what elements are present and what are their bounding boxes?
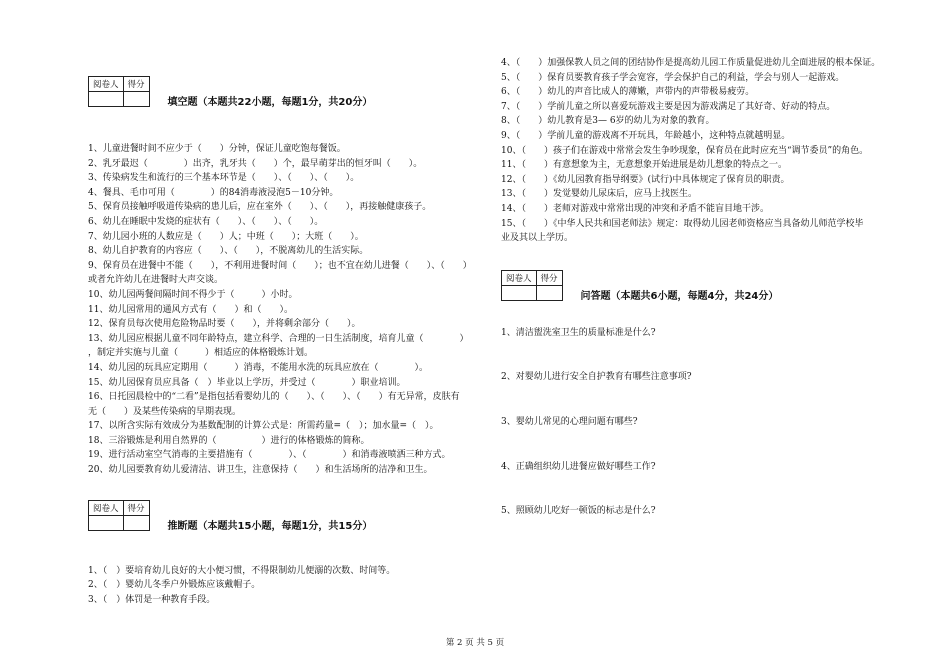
question-item: 9、（ ）学前儿童的游戏离不开玩具，年龄越小，这种特点就越明显。 bbox=[501, 130, 791, 141]
question-item: 11、幼儿园常用的通风方式有（ ）和（ ）。 bbox=[88, 304, 293, 315]
question-item: 15、（ ）《中华人民共和国老师法》规定：取得幼儿园老师资格应当具备幼儿师范学校毕 bbox=[501, 218, 864, 229]
score-table bbox=[501, 270, 563, 301]
question-item: 7、幼儿园小班的人数应是（ ）人；中班（ ）；大班（ ）。 bbox=[88, 231, 364, 242]
page-footer: 第 2 页 共 5 页 bbox=[445, 638, 505, 648]
question-item: 3、传染病发生和流行的三个基本环节是（ ）、（ ）、（ ）。 bbox=[88, 173, 360, 184]
score-table-score: 得分 bbox=[536, 270, 562, 285]
question-item: 13、幼儿园应根据儿童不同年龄特点，建立科学、合理的一日生活制度，培育儿童（ ） bbox=[88, 333, 469, 344]
question-item: 12、（ ）《幼儿园教育指导纲要》(试行)中具体规定了保育员的职责。 bbox=[501, 174, 790, 185]
question-item: 12、保育员每次使用危险物品时要（ ），并将剩余部分（ ）。 bbox=[88, 319, 361, 330]
question-item: 5、照顾幼儿吃好一顿饭的标志是什么? bbox=[501, 506, 656, 517]
question-item: 或者允许幼儿在进餐时大声交谈。 bbox=[88, 275, 224, 286]
score-cell bbox=[123, 515, 149, 530]
judge-section-header bbox=[88, 500, 488, 532]
question-item: 10、幼儿园两餐间隔时间不得少于（ ）小时。 bbox=[88, 289, 298, 300]
question-item: 2、对婴幼儿进行安全自护教育有哪些注意事项? bbox=[501, 372, 692, 383]
question-item: 3、婴幼儿常见的心理问题有哪些? bbox=[501, 416, 638, 427]
fill-section-header bbox=[88, 76, 488, 108]
question-item: 6、幼儿在睡眠中发烧的症状有（ ）、（ ）、（ ）。 bbox=[88, 216, 324, 227]
fill-items bbox=[88, 142, 488, 478]
question-item: 无（ ）及某些传染病的早期表现。 bbox=[88, 406, 242, 417]
question-item: 13、（ ）发觉婴幼儿尿床后，应马上找医生。 bbox=[501, 189, 697, 200]
score-table-grader: 阅卷人 bbox=[502, 270, 537, 285]
question-item: 9、保育员在进餐中不能（ ），不利用进餐时间（ ）；也不宜在幼儿进餐（ ）、（ ） bbox=[88, 260, 472, 271]
section-title: 推断题（本题共15小题，每题1分，共15分） bbox=[167, 520, 373, 532]
question-item: 5、保育员接触呼吸道传染病的患儿后，应在室外（ ）、（ ），再接触健康孩子。 bbox=[88, 202, 432, 213]
question-item: 16、日托园晨检中的“二看”是指包括看婴幼儿的（ ）、（ ）、（ ）有无异常，皮肤有 bbox=[88, 392, 460, 403]
question-item: 8、幼儿自护教育的内容应（ ）、（ ），不脱离幼儿的生活实际。 bbox=[88, 246, 369, 257]
question-item: 15、幼儿园保育员应具备（ ）毕业以上学历，并受过（ ）职业培训。 bbox=[88, 377, 406, 388]
judge-items bbox=[88, 564, 488, 608]
question-item: 2、（ ）婴幼儿冬季户外锻炼应该戴帽子。 bbox=[88, 580, 261, 591]
question-item: 4、餐具、毛巾可用（ ）的84消毒液浸泡5－10分钟。 bbox=[88, 187, 339, 198]
question-item: 1、儿童进餐时间不应少于（ ）分钟，保证儿童吃饱每餐饭。 bbox=[88, 144, 346, 154]
score-cell bbox=[536, 285, 562, 300]
question-item: 19、进行活动室空气消毒的主要措施有（ ）、（ ）和消毒液喷洒三种方式。 bbox=[88, 450, 451, 461]
qa-items bbox=[501, 326, 901, 519]
question-item: 1、清洁盥洗室卫生的质量标准是什么? bbox=[501, 327, 656, 338]
question-item: 14、幼儿园的玩具应定期用（ ）消毒，不能用水洗的玩具应放在（ ）。 bbox=[88, 362, 428, 373]
question-item: 8、（ ）幼儿教育是3— 6岁的幼儿为对象的教育。 bbox=[501, 116, 715, 127]
right-column bbox=[501, 56, 901, 519]
question-item: 18、三浴锻炼是利用自然界的（ ）进行的体格锻炼的简称。 bbox=[88, 435, 370, 446]
question-item: 4、（ ）加强保教人员之间的团结协作是提高幼儿园工作质量促进幼儿全面进展的根本保证。 bbox=[501, 58, 881, 68]
question-item: 11、（ ）有意想象为主，无意想象开始进展是幼儿想象的特点之一。 bbox=[501, 160, 787, 171]
question-item: 1、（ ）要培育幼儿良好的大小便习惯，不得限制幼儿便溺的次数、时间等。 bbox=[88, 565, 396, 576]
score-table-grader: 阅卷人 bbox=[89, 500, 124, 515]
section-title: 问答题（本题共6小题，每题4分，共24分） bbox=[580, 290, 779, 302]
question-item: 7、（ ）学前儿童之所以喜爱玩游戏主要是因为游戏满足了其好奇、好动的特点。 bbox=[501, 101, 836, 112]
question-item: 6、（ ）幼儿的声音比成人的薄嫩，声带内的声带极易疲劳。 bbox=[501, 87, 755, 98]
question-item: 业及其以上学历。 bbox=[501, 233, 574, 244]
score-cell bbox=[502, 285, 537, 300]
question-item: 5、（ ）保育员要教育孩子学会宽容，学会保护自己的利益，学会与别人一起游戏。 bbox=[501, 72, 845, 83]
question-item: 20、幼儿园要教育幼儿爱清洁、讲卫生，注意保持（ ）和生活场所的洁净和卫生。 bbox=[88, 465, 433, 476]
score-table-score: 得分 bbox=[123, 77, 149, 92]
question-item: 4、正确组织幼儿进餐应做好哪些工作? bbox=[501, 461, 656, 472]
section-title: 填空题（本题共22小题，每题1分，共20分） bbox=[167, 97, 373, 108]
score-table bbox=[88, 76, 150, 107]
question-item: 10、（ ）孩子们在游戏中常常会发生争吵现象，保育员在此时应充当“调节委员”的角色。 bbox=[501, 145, 869, 156]
score-cell bbox=[89, 515, 124, 530]
judge-items-continued bbox=[501, 56, 901, 246]
question-item: ，制定并实施与儿童（ ）相适应的体格锻炼计划。 bbox=[88, 348, 314, 359]
score-cell bbox=[123, 92, 149, 107]
question-item: 3、（ ）体罚是一种教育手段。 bbox=[88, 594, 216, 605]
question-item: 14、（ ）老师对游戏中常常出现的冲突和矛盾不能盲目地干涉。 bbox=[501, 203, 769, 214]
question-item: 17、以所含实际有效成分为基数配制的计算公式是：所需药量=（ ）；加水量=（ ）。 bbox=[88, 421, 439, 432]
score-table-score: 得分 bbox=[123, 500, 149, 515]
score-table bbox=[88, 500, 150, 531]
qa-section-header bbox=[501, 270, 901, 302]
question-item: 2、乳牙最迟（ ）出齐，乳牙共（ ）个，最早萌芽出的恒牙叫（ ）。 bbox=[88, 158, 423, 169]
left-column bbox=[88, 76, 488, 607]
score-table-grader: 阅卷人 bbox=[89, 77, 124, 92]
score-cell bbox=[89, 92, 124, 107]
